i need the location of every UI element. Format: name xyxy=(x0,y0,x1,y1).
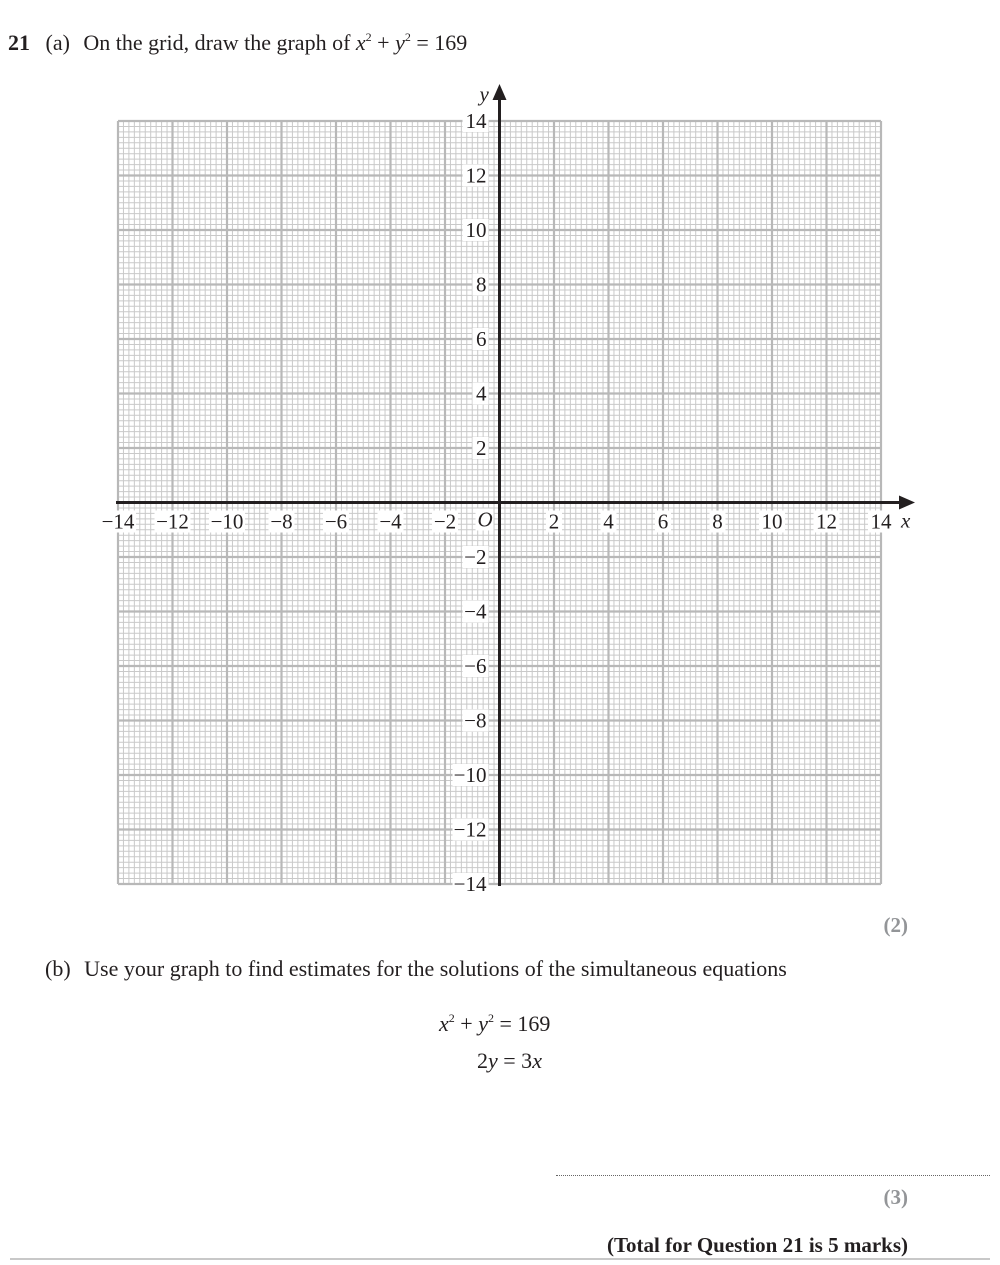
part-a-marks: (2) xyxy=(883,913,908,937)
x-tick-label: 14 xyxy=(870,509,892,534)
y-tick-label: 12 xyxy=(465,163,487,188)
y-tick-label: 8 xyxy=(476,272,487,297)
x-tick-label: −6 xyxy=(324,509,348,534)
part-b-text: Use your graph to find estimates for the solutions of the simultaneous equations xyxy=(84,956,787,981)
equation-line: 2y = 3x xyxy=(477,1048,542,1073)
question-total: (Total for Question 21 is 5 marks) xyxy=(606,1233,908,1257)
equation-circle: $x^2 + y^2 = 169$ xyxy=(439,1011,551,1036)
part-b-marks: (3) xyxy=(883,1185,908,1209)
y-tick-label: −4 xyxy=(464,599,487,624)
x-tick-label: 4 xyxy=(603,509,614,534)
origin-label: O xyxy=(477,507,493,532)
x-tick-label: 10 xyxy=(761,509,783,534)
y-tick-label: −8 xyxy=(464,708,487,733)
x-tick-label: −10 xyxy=(210,509,244,534)
x-tick-label: 2 xyxy=(548,509,560,534)
y-tick-label: 2 xyxy=(476,436,487,460)
y-tick-label: 10 xyxy=(465,218,487,242)
part-b-label: (b) xyxy=(45,956,71,981)
y-tick-label: 6 xyxy=(476,327,487,351)
y-tick-label: −2 xyxy=(464,545,487,569)
x-tick-label: 6 xyxy=(657,509,669,534)
bottom-divider xyxy=(10,1258,990,1260)
x-tick-label: 8 xyxy=(712,509,723,534)
x-tick-label: −14 xyxy=(101,509,135,534)
x-axis-arrow-icon xyxy=(899,496,915,510)
answer-line-part-b[interactable] xyxy=(556,1175,990,1176)
y-tick-label: −12 xyxy=(453,817,487,842)
y-tick-label: −14 xyxy=(453,872,487,896)
question-number: 21 xyxy=(8,30,30,55)
x-tick-label: −2 xyxy=(433,509,457,534)
x-tick-label: −8 xyxy=(270,509,293,534)
y-axis-label: y xyxy=(479,82,489,106)
y-tick-label: 4 xyxy=(476,381,487,406)
part-a-equation: $x^2 + y^2 = 169$ xyxy=(355,30,468,55)
y-tick-label: −10 xyxy=(453,763,487,787)
x-tick-label: −12 xyxy=(156,509,189,534)
y-tick-label: −6 xyxy=(464,654,487,678)
y-axis-arrow-icon xyxy=(493,84,507,100)
part-a-text: On the grid, draw the graph of xyxy=(83,30,351,55)
part-b-question xyxy=(45,956,787,982)
part-a-label: (a) xyxy=(45,30,70,55)
x-axis-label: x xyxy=(901,508,911,533)
x-tick-label: −4 xyxy=(379,509,402,534)
y-tick-label: 14 xyxy=(465,109,487,133)
x-tick-label: 12 xyxy=(816,509,837,534)
